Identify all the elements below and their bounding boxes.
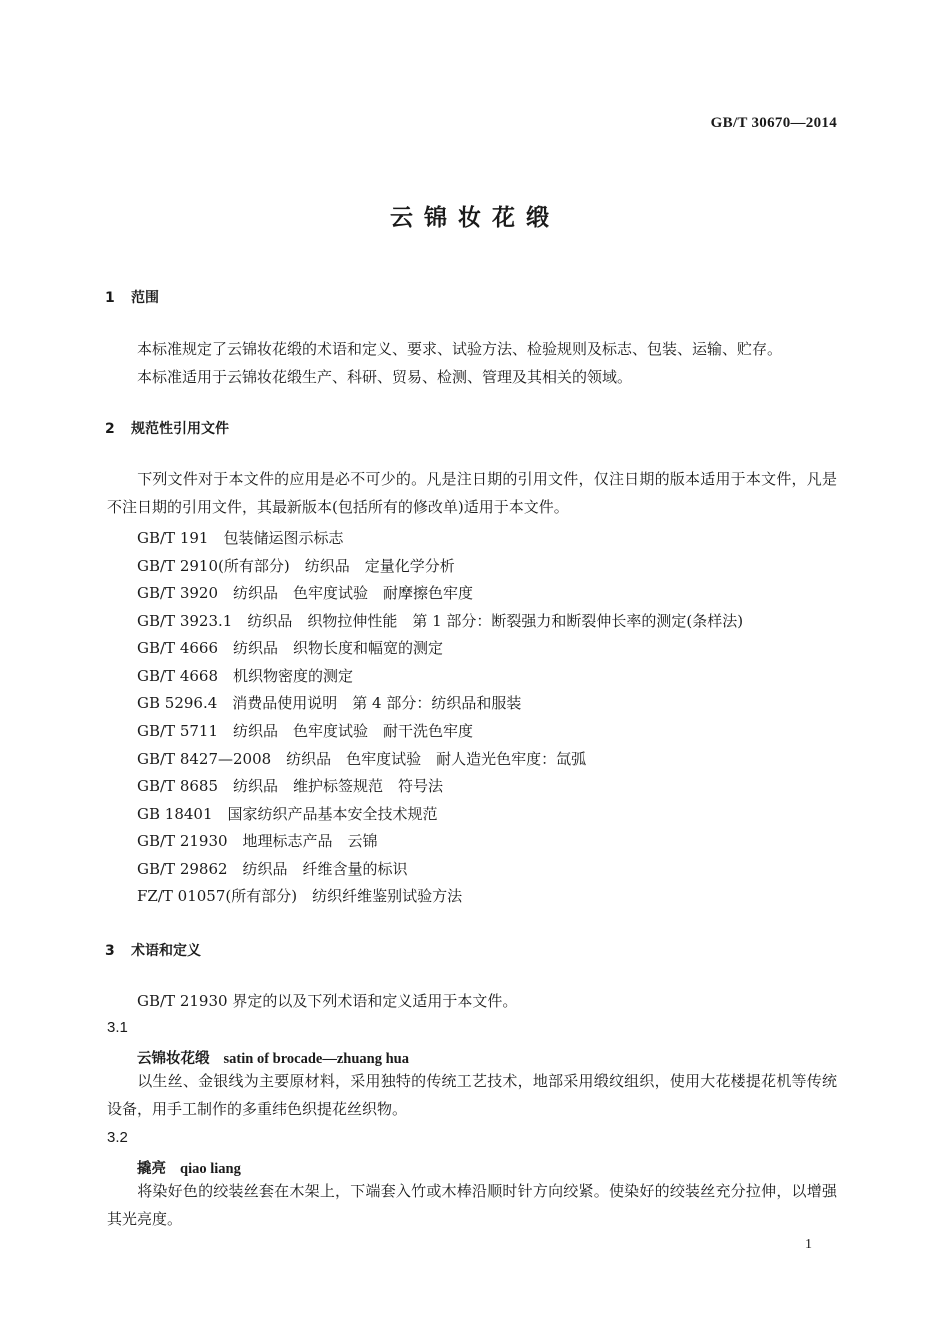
- terms-intro: GB/T 21930 界定的以及下列术语和定义适用于本文件。: [137, 992, 518, 1010]
- reference-item: GB/T 4666 纺织品 织物长度和幅宽的测定: [137, 639, 444, 657]
- reference-item: GB/T 191 包装储运图示标志: [137, 529, 344, 547]
- section-number: 2: [105, 421, 115, 437]
- section-title: 规范性引用文件: [131, 421, 229, 437]
- reference-item: GB/T 3923.1 纺织品 织物拉伸性能 第 1 部分：断裂强力和断裂伸长率的测定(条样法): [137, 612, 744, 630]
- section-2-heading: [105, 418, 229, 438]
- references-intro: [107, 466, 837, 521]
- section-3-heading: [105, 940, 201, 960]
- term-heading: [137, 1047, 409, 1068]
- term-definition-text: 以生丝、金银线为主要原材料，采用独特的传统工艺技术，地部采用缎纹组织，使用大花楼提花机等传统设备，用手工制作的多重纬色织提花丝织物。: [107, 1072, 837, 1118]
- term-clause-number: 3.2: [107, 1129, 128, 1146]
- document-title: 云锦妆花缎: [390, 205, 560, 231]
- scope-paragraph-1: 本标准规定了云锦妆花缎的术语和定义、要求、试验方法、检验规则及标志、包装、运输、贮存。: [137, 340, 783, 358]
- section-number: 1: [105, 290, 115, 306]
- reference-item: GB/T 4668 机织物密度的测定: [137, 667, 354, 685]
- term-definition-text: 将染好色的绞装丝套在木架上，下端套入竹或木棒沿顺时针方向绞紧。使染好的绞装丝充分拉伸，以增强其光亮度。: [107, 1182, 837, 1228]
- term-en: satin of brocade—zhuang hua: [223, 1051, 409, 1067]
- term-definition: [107, 1068, 837, 1123]
- scope-paragraph-2: 本标准适用于云锦妆花缎生产、科研、贸易、检测、管理及其相关的领域。: [137, 368, 633, 386]
- references-intro-text: 下列文件对于本文件的应用是必不可少的。凡是注日期的引用文件，仅注日期的版本适用于本文件，凡是不注日期的引用文件，其最新版本(包括所有的修改单)适用于本文件。: [107, 470, 837, 516]
- section-number: 3: [105, 943, 115, 959]
- reference-item: FZ/T 01057(所有部分) 纺织纤维鉴别试验方法: [137, 887, 463, 905]
- term-heading: [137, 1157, 241, 1178]
- reference-item: GB/T 29862 纺织品 纤维含量的标识: [137, 860, 408, 878]
- section-title: 范围: [131, 290, 159, 306]
- reference-item: GB/T 5711 纺织品 色牢度试验 耐干洗色牢度: [137, 722, 474, 740]
- term-zh: 撬亮: [137, 1160, 166, 1177]
- term-definition: [107, 1178, 837, 1233]
- page-number: 1: [805, 1237, 812, 1252]
- section-1-heading: [105, 287, 159, 307]
- standard-code: GB/T 30670—2014: [710, 115, 837, 131]
- section-title: 术语和定义: [131, 943, 201, 959]
- reference-item: GB/T 8427—2008 纺织品 色牢度试验 耐人造光色牢度：氙弧: [137, 750, 587, 768]
- term-en: qiao liang: [180, 1161, 241, 1177]
- reference-item: GB 18401 国家纺织产品基本安全技术规范: [137, 805, 438, 823]
- reference-item: GB/T 8685 纺织品 维护标签规范 符号法: [137, 777, 444, 795]
- reference-item: GB 5296.4 消费品使用说明 第 4 部分：纺织品和服装: [137, 694, 522, 712]
- reference-item: GB/T 3920 纺织品 色牢度试验 耐摩擦色牢度: [137, 584, 474, 602]
- term-clause-number: 3.1: [107, 1019, 128, 1036]
- reference-item: GB/T 2910(所有部分) 纺织品 定量化学分析: [137, 557, 455, 575]
- term-zh: 云锦妆花缎: [137, 1050, 210, 1067]
- reference-item: GB/T 21930 地理标志产品 云锦: [137, 832, 378, 850]
